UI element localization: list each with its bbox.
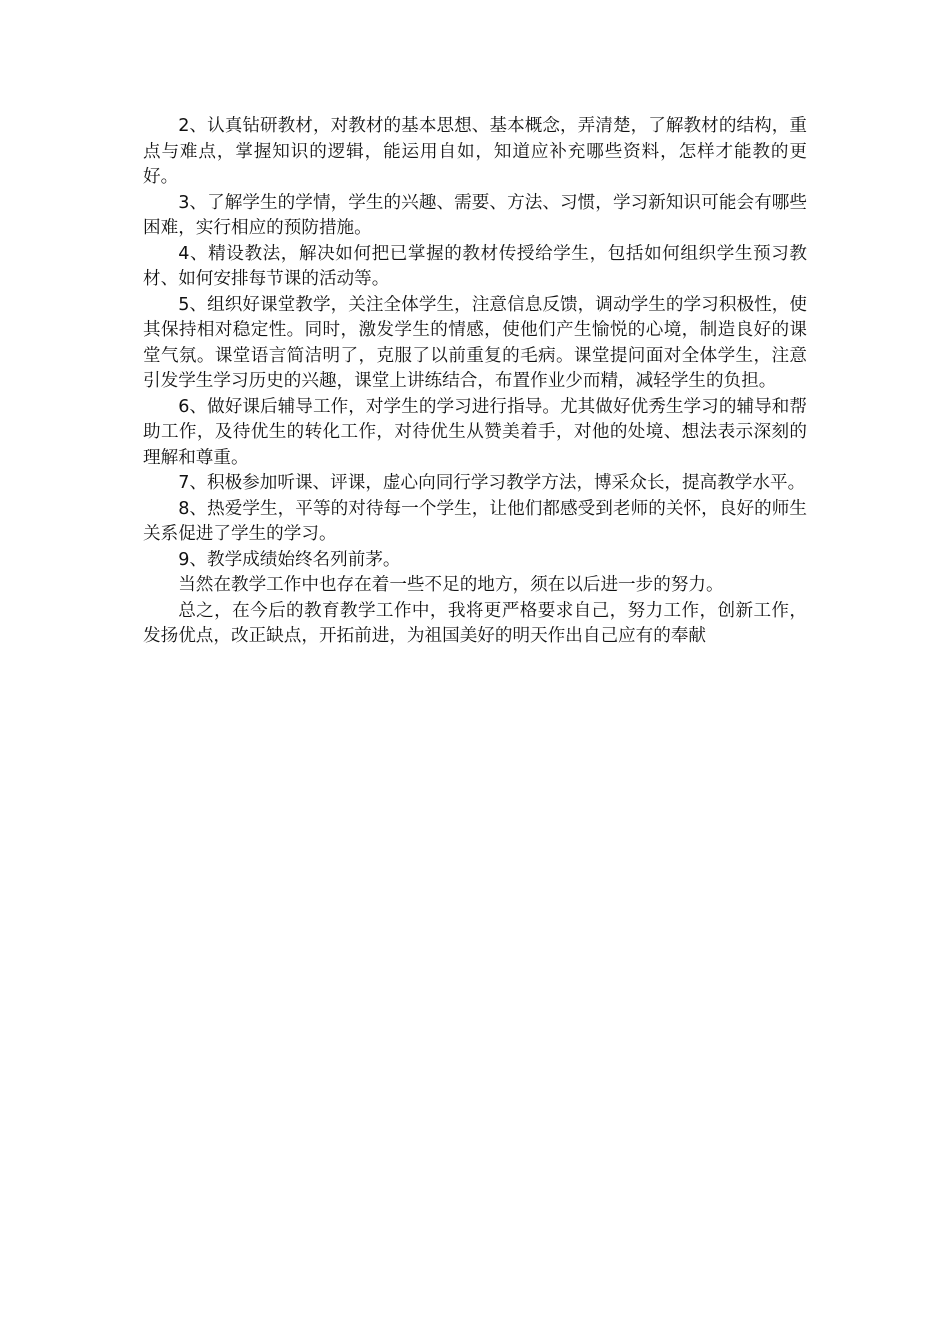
- paragraph-item-8: 8、热爱学生，平等的对待每一个学生，让他们都感受到老师的关怀，良好的师生关系促进了学生的学习。: [143, 498, 807, 544]
- paragraph-item-3: 3、了解学生的学情，学生的兴趣、需要、方法、习惯，学习新知识可能会有哪些困难，实行相应的预防措施。: [143, 192, 807, 238]
- paragraph-conclusion: 总之，在今后的教育教学工作中，我将更严格要求自己，努力工作，创新工作，发扬优点，改正缺点，开拓前进，为祖国美好的明天作出自己应有的奉献: [143, 600, 807, 646]
- paragraph-item-2: 2、认真钻研教材，对教材的基本思想、基本概念，弄清楚，了解教材的结构，重点与难点，掌握知识的逻辑，能运用自如，知道应补充哪些资料，怎样才能教的更好。: [143, 116, 807, 187]
- paragraph-item-7: 7、积极参加听课、评课，虚心向同行学习教学方法，博采众长，提高教学水平。: [178, 473, 806, 493]
- paragraph-item-9: 9、教学成绩始终名列前茅。: [178, 549, 401, 570]
- document-body: [143, 114, 807, 650]
- paragraph-shortcomings: 当然在教学工作中也存在着一些不足的地方，须在以后进一步的努力。: [178, 575, 724, 595]
- paragraph-item-6: 6、做好课后辅导工作，对学生的学习进行指导。尤其做好优秀生学习的辅导和帮助工作，及待优生的转化工作，对待优生从赞美着手，对他的处境、想法表示深刻的理解和尊重。: [143, 396, 807, 468]
- paragraph-item-4: 4、精设教法，解决如何把已掌握的教材传授给学生，包括如何组织学生预习教材、如何安排每节课的活动等。: [143, 243, 807, 289]
- paragraph-item-5: 5、组织好课堂教学，关注全体学生，注意信息反馈，调动学生的学习积极性，使其保持相对稳定性。同时，激发学生的情感，使他们产生愉悦的心境，制造良好的课堂气氛。课堂语言简洁明了，克服了以前重复的毛病。课堂提问面对全体学生，注意引发学生学习历史的兴趣，课堂上讲练结合，布置作业少而精，减轻学生的负担。: [143, 294, 807, 391]
